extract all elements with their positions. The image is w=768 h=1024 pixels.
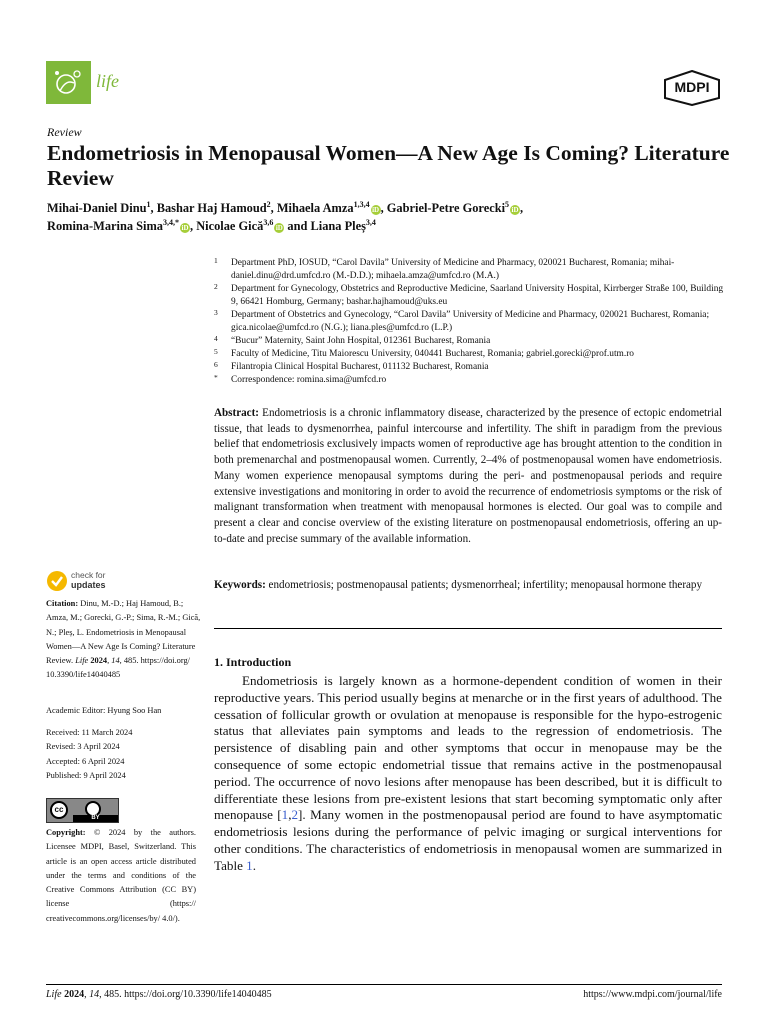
- copyright-label: Copyright:: [46, 828, 86, 837]
- affiliation-text: Department PhD, IOSUD, “Carol Davila” University of Medicine and Pharmacy, 020021 Bucharest, Romania; mihai-daniel.dinu@drd.umfcd.ro (M.-D.D.); mihaela.amza@umfcd.ro (M.A.): [231, 258, 675, 281]
- citation-journal: Life: [75, 656, 89, 666]
- citation-doi[interactable]: , 485. https://doi.org/ 10.3390/life14040485: [46, 656, 191, 680]
- affiliation-text: “Bucur” Maternity, Saint John Hospital, 012361 Bucharest, Romania: [231, 336, 491, 346]
- author-affiliation-sup: 3,4: [365, 217, 376, 227]
- affiliation-text: Correspondence: romina.sima@umfcd.ro: [231, 375, 387, 385]
- published-date: Published: 9 April 2024: [46, 770, 126, 780]
- citation-label: Citation:: [46, 599, 79, 608]
- keywords-text: endometriosis; postmenopausal patients; dysmenorrheal; infertility; menopausal hormone therapy: [268, 579, 703, 591]
- affiliation-number: 3: [214, 308, 218, 317]
- citation-text: Dinu, M.-D.; Haj Hamoud, B.; Amza, M.; Gorecki, G.-P.; Sima, R.-M.; Gică, N.; Pleș, L. Endometriosis in Menopausal Women—A New Age Is Coming? Literature Review.: [46, 599, 201, 666]
- keywords: [214, 578, 722, 594]
- affiliation-text: Department of Obstetrics and Gynecology, “Carol Davila” University of Medicine and Pharmacy, 020021 Bucharest, Romania; gica.nicolae@umfcd.ro (N.G.); liana.ples@umfcd.ro (L.P.): [231, 310, 710, 333]
- author-name[interactable]: Mihai-Daniel Dinu: [47, 201, 147, 215]
- author-name[interactable]: Liana Pleș: [310, 219, 366, 233]
- citation-year: 2024: [90, 656, 108, 666]
- footer-journal: Life: [46, 989, 62, 1000]
- received-date: Received: 11 March 2024: [46, 728, 133, 737]
- author-affiliation-sup: 3,6: [263, 217, 274, 227]
- affiliation-item: [214, 335, 724, 348]
- author-affiliation-sup: 3,4,*: [163, 217, 179, 227]
- check-updates-line2: updates: [71, 580, 106, 590]
- section-heading: 1. Introduction: [214, 655, 292, 669]
- check-updates-icon: [46, 570, 68, 592]
- author-affiliation-sup: 1: [146, 199, 151, 209]
- affiliation-item: [214, 348, 724, 361]
- academic-editor: Academic Editor: Hyung Soo Han: [46, 706, 162, 715]
- intro-text: ]. Many women in the postmenopausal period are found to have asymptomatic endometriosis lesions during the performance of pelvic imaging or surgical interventions for other conditions. The characteristics of endometriosis in menopausal women are summarized in Table: [214, 807, 723, 873]
- author-name[interactable]: Bashar Haj Hamoud: [156, 201, 267, 215]
- affiliation-number: 5: [214, 347, 218, 356]
- affiliation-item: [214, 361, 724, 374]
- life-logo-icon: [46, 61, 91, 104]
- affiliation-item: [214, 309, 724, 335]
- orcid-icon[interactable]: iD: [275, 224, 283, 232]
- publisher-name: MDPI: [674, 79, 710, 95]
- affiliation-number: 6: [214, 360, 218, 369]
- cc-by-license-badge[interactable]: [46, 798, 119, 823]
- affiliation-text: Faculty of Medicine, Titu Maiorescu University, 040441 Bucharest, Romania; gabriel.gorecki@prof.utm.ro: [231, 349, 634, 359]
- footer-divider: [46, 984, 722, 985]
- accepted-date: Accepted: 6 April 2024: [46, 756, 125, 766]
- cc-by-label: BY: [73, 815, 118, 822]
- affiliation-item: [214, 283, 724, 309]
- author-name[interactable]: Mihaela Amza: [276, 201, 354, 215]
- footer-volume: 14: [89, 989, 100, 1000]
- introduction-paragraph: Endometriosis is largely known as a hormone-dependent condition of women in their reproductive years. This period usually begins at menarche or in the first years of adulthood. The cessation of follicular growth or ovulation at menopause is responsible for the hypo-estrogenic status that alleviates pain symptoms and leads to the regression of endometriosis. The persistence of disabling pain and other symptoms that occur in menopause may be the consequence of some ectopic endometrial tissue that remains active in the postmenopausal period. The occurrence of novo lesions after menopause has been described, but it is difficult to differentiate these lesions from pre-existent lesions that start becoming symptomatic only after menopause [1,2]. Many women in the postmenopausal period are found to have asymptomatic endometriosis lesions during the performance of pelvic imaging or surgical interventions for other conditions. The characteristics of endometriosis in menopausal women are summarized in Table 1.: [214, 673, 723, 873]
- affiliation-item: [214, 257, 724, 283]
- affiliation-number: *: [214, 373, 218, 382]
- orcid-icon[interactable]: iD: [181, 224, 189, 232]
- author-name[interactable]: Gabriel-Petre Gorecki: [386, 201, 506, 215]
- intro-text: Endometriosis is largely known as a hormone-dependent condition of women in their reproductive years. This period usually begins at menarche or in the first years of adulthood. The cessation of follicular growth or ovulation at menopause is responsible for the hypo-estrogenic status that alleviates pain symptoms and leads to the regression of endometriosis. The persistence of disabling pain and other symptoms that occur in menopause may be the consequence of some ectopic endometrial tissue that remains active in the postmenopausal period. The occurrence of novo lesions after menopause has been described, but it is difficult to differentiate these lesions from pre-existent lesions that start becoming symptomatic only after menopause [: [214, 673, 722, 823]
- publisher-logo: [663, 70, 721, 111]
- reference-link[interactable]: 2: [291, 807, 299, 823]
- copyright-text: © 2024 by the authors. Licensee MDPI, Basel, Switzerland. This article is an open access article distributed under the terms and conditions of the Creative Commons Attribution (CC BY) license (https:// creativecommons.org/licenses/by/ 4.0/).: [46, 828, 197, 923]
- section-divider: [214, 628, 722, 629]
- citation-volume: 14: [111, 656, 120, 666]
- affiliation-number: 1: [214, 256, 218, 265]
- footer-year: 2024: [64, 989, 85, 1000]
- citation-block: Citation: Dinu, M.-D.; Haj Hamoud, B.; Amza, M.; Gorecki, G.-P.; Sima, R.-M.; Gică, N.; Pleș, L. Endometriosis in Menopausal Women—A New Age Is Coming? Literature Review. Life 2024, 14, 485. https://doi.org/ 10.3390/life14040485: [46, 599, 201, 680]
- author-affiliation-sup: 5: [505, 199, 510, 209]
- abstract: [214, 406, 722, 547]
- cc-icon: cc: [50, 801, 68, 819]
- author-affiliation-sup: 2: [266, 199, 271, 209]
- affiliation-text: Department for Gynecology, Obstetrics and Reproductive Medicine, Saarland University Hospital, Kirrberger Straße 100, Building 9, 66421 Homburg, Germany; bashar.hajhamoud@uks.eu: [231, 284, 724, 307]
- affiliation-item: [214, 374, 724, 387]
- affiliation-number: 2: [214, 282, 218, 291]
- author-list: Mihai-Daniel Dinu$^1$, Bashar Haj Hamoud$^2$, Mihaela Amza$^{1,3,4}$iD , Gabriel-Petre Gorecki$^5$iD , Romina-Marina Sima$^{3,4,*}$iD , Nicolae Gică$^{3,6}$iD and Liana Pleș$^{3,4}$: [47, 199, 524, 233]
- author-affiliation-sup: 1,3,4: [353, 199, 370, 209]
- copyright-notice: [46, 826, 196, 926]
- orcid-icon[interactable]: iD: [372, 206, 380, 214]
- abstract-text: Endometriosis is a chronic inflammatory disease, characterized by the presence of ectopic endometrial tissue, that leads to dysmenorrhea, painful intercourse and infertility. The shift in paradigm from the previous belief that endometriosis exclusively impacts women of reproductive age has brought attention to the condition in both premenarchal and postmenopausal women. Currently, 2–4% of postmenopausal women have endometriosis. Many women experience menopausal symptoms during the peri- and postmenopausal periods and require extensive investigations and monitoring in order to avoid the recurrence of endometriosis symptoms or the risk of malignant transformation when treatment with menopausal hormones is elected. Our goal was to compile and present a clear and concise overview of the existing literature on postmenopausal endometriosis, offering an up-to-date and precise summary of the available information.: [214, 407, 723, 545]
- article-title: Endometriosis in Menopausal Women—A New Age Is Coming? Literature Review: [47, 141, 730, 190]
- affiliation-number: 4: [214, 334, 218, 343]
- keywords-label: Keywords:: [214, 579, 266, 591]
- footer-journal-url[interactable]: https://www.mdpi.com/journal/life: [583, 989, 722, 1000]
- footer-doi[interactable]: , 485. https://doi.org/10.3390/life14040485: [99, 989, 272, 1000]
- check-for-updates-badge[interactable]: [46, 570, 166, 592]
- table-link[interactable]: 1: [246, 857, 253, 873]
- author-name[interactable]: Romina-Marina Sima: [47, 219, 163, 233]
- abstract-label: Abstract:: [214, 407, 259, 419]
- affiliation-text: Filantropia Clinical Hospital Bucharest, 011132 Bucharest, Romania: [231, 362, 489, 372]
- journal-name: life: [96, 71, 119, 91]
- history-dates: [46, 726, 201, 783]
- reference-link[interactable]: 1: [281, 807, 289, 823]
- journal-logo: [46, 61, 91, 104]
- intro-text: .: [252, 857, 256, 873]
- revised-date: Revised: 3 April 2024: [46, 742, 120, 752]
- orcid-icon[interactable]: iD: [511, 206, 519, 214]
- affiliations: [214, 257, 724, 387]
- check-updates-line1: check for: [71, 570, 106, 580]
- footer-citation: Life 2024, 14, 485. https://doi.org/10.3390/life14040485: [46, 989, 272, 1000]
- author-name[interactable]: Nicolae Gică: [196, 219, 264, 233]
- article-type: Review: [47, 125, 82, 139]
